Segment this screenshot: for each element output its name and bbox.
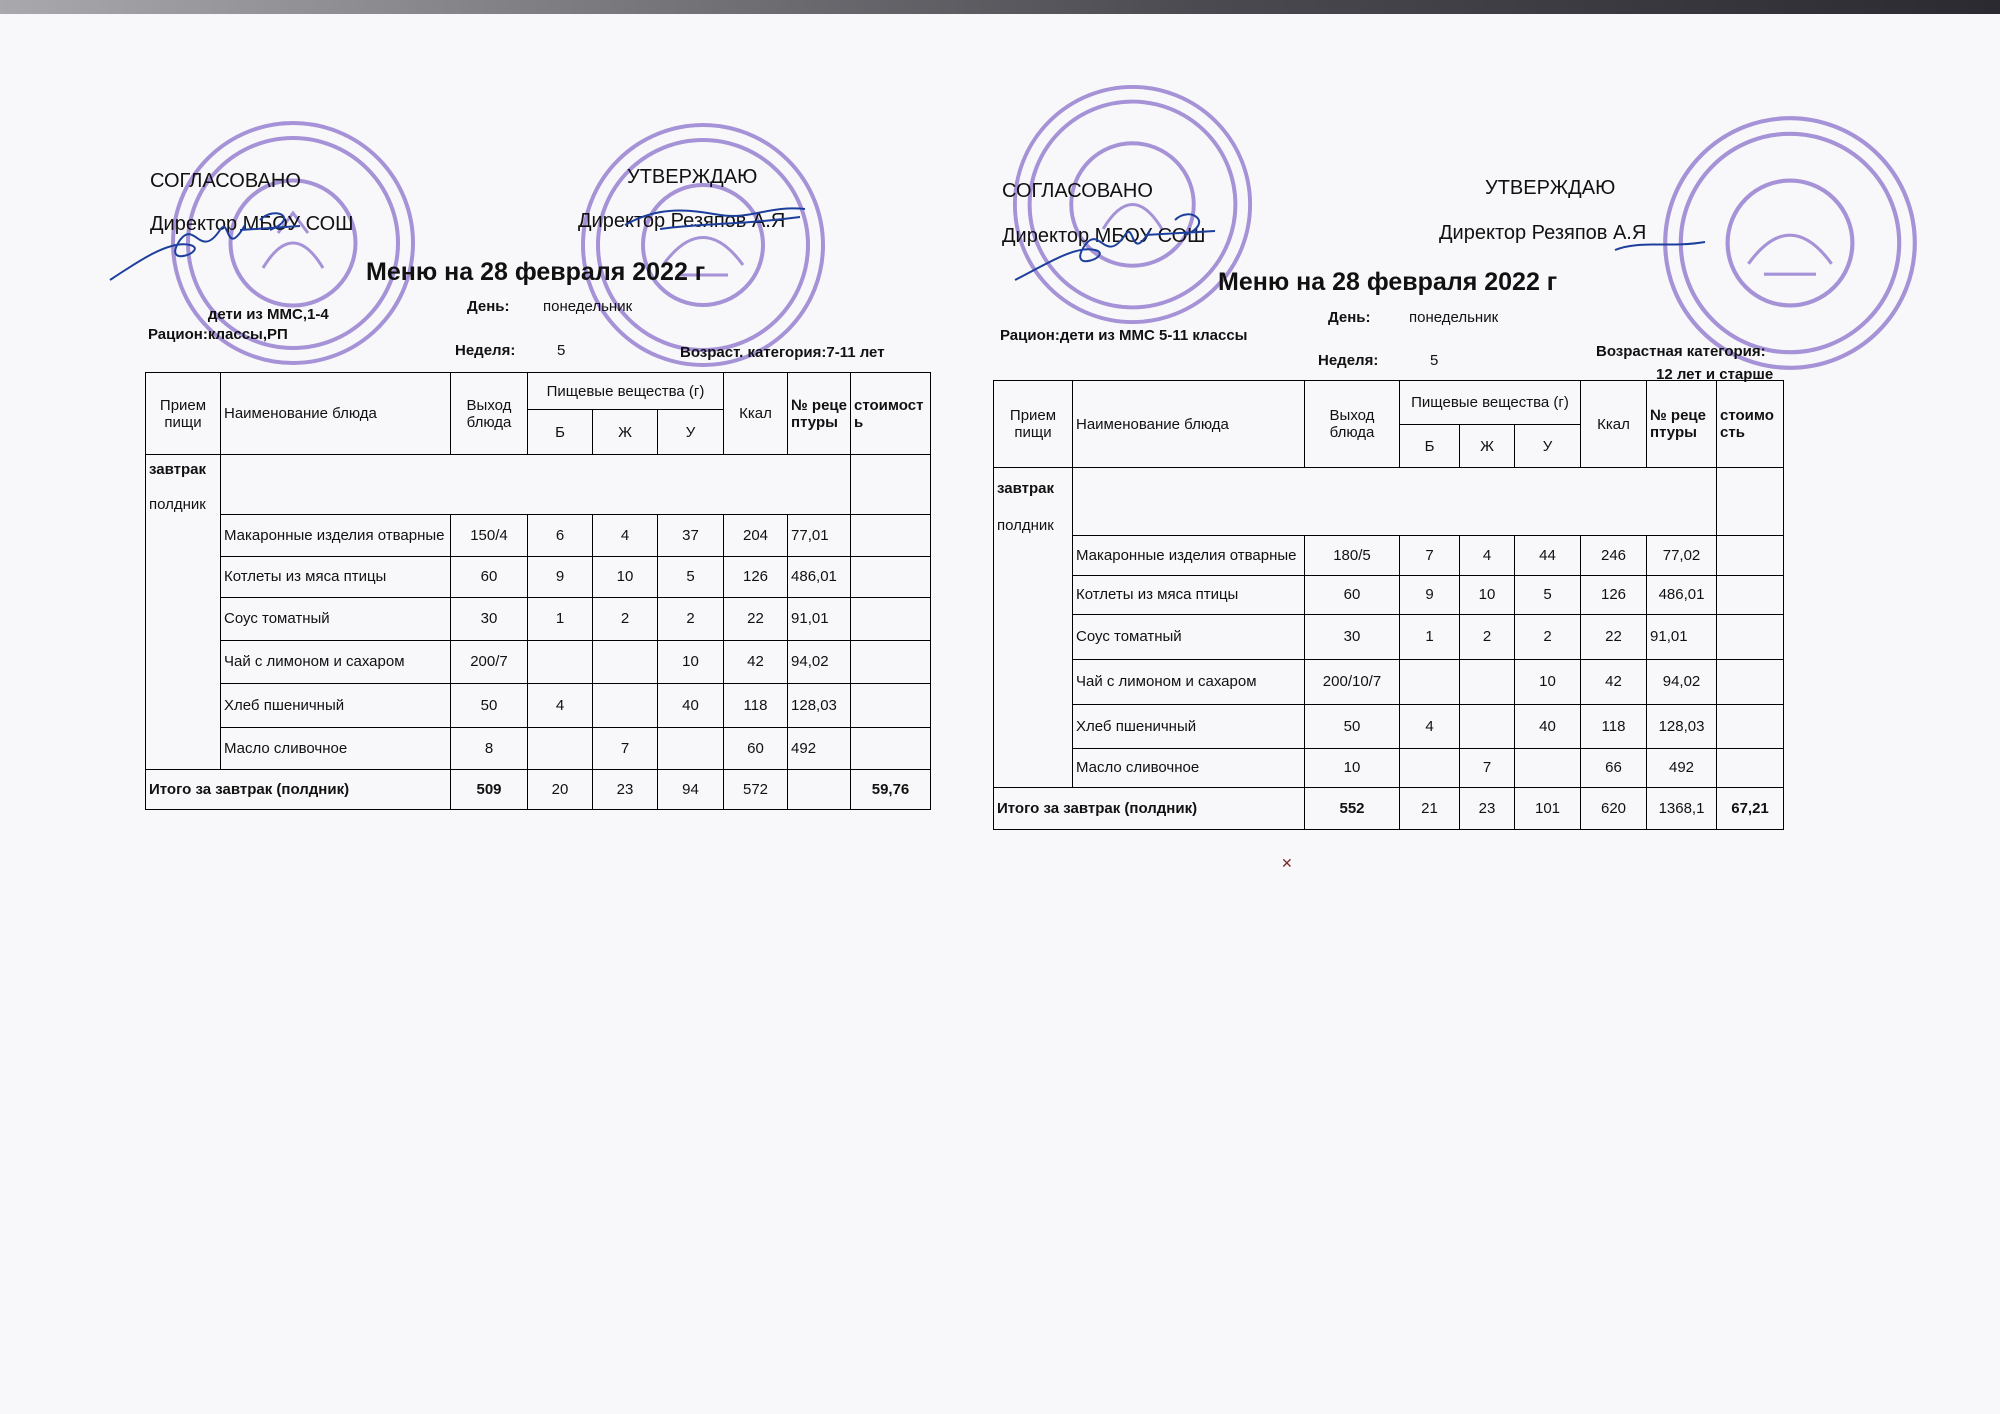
header-carbs: У	[1515, 425, 1581, 468]
table-row	[994, 614, 1784, 659]
header-fat: Ж	[593, 410, 658, 455]
total-carbs: 101	[1515, 787, 1581, 829]
header-recipe: № рецептуры	[1647, 381, 1717, 468]
dish-fat: 4	[593, 514, 658, 556]
total-kcal: 620	[1581, 787, 1647, 829]
age-value: 12 лет и старше	[1656, 366, 1774, 383]
menu-table	[993, 380, 1784, 830]
header-kcal: Ккал	[1581, 381, 1647, 468]
dish-yield: 50	[1305, 704, 1400, 748]
header-meal: Прием пищи	[994, 381, 1073, 468]
dish-carbs	[1515, 748, 1581, 787]
meal-cell-continued	[994, 659, 1073, 704]
dish-kcal: 118	[1581, 704, 1647, 748]
dish-protein	[528, 727, 593, 769]
dish-carbs: 5	[1515, 575, 1581, 614]
day-value: понедельник	[543, 298, 633, 315]
total-recipe	[788, 769, 851, 809]
meal-cell	[994, 468, 1073, 536]
dish-yield: 8	[451, 727, 528, 769]
total-label: Итого за завтрак (полдник)	[994, 787, 1305, 829]
dish-yield: 200/7	[451, 640, 528, 683]
dish-yield: 10	[1305, 748, 1400, 787]
meal-cell-continued	[146, 683, 221, 727]
total-fat: 23	[593, 769, 658, 809]
header-protein: Б	[528, 410, 593, 455]
day-label: День:	[1328, 309, 1371, 326]
header-kcal: Ккал	[724, 373, 788, 455]
total-carbs: 94	[658, 769, 724, 809]
meal-cell-continued	[994, 535, 1073, 575]
total-row	[994, 787, 1784, 829]
dish-recipe: 77,02	[1647, 535, 1717, 575]
dish-carbs: 10	[658, 640, 724, 683]
table-row	[146, 683, 931, 727]
dish-recipe: 486,01	[1647, 575, 1717, 614]
dish-carbs: 2	[1515, 614, 1581, 659]
dish-kcal: 60	[724, 727, 788, 769]
total-row	[146, 769, 931, 809]
dish-yield: 60	[1305, 575, 1400, 614]
dish-yield: 200/10/7	[1305, 659, 1400, 704]
header-cost: стоимость	[851, 373, 931, 455]
week-label: Неделя:	[455, 342, 516, 359]
dish-name: Чай с лимоном и сахаром	[1073, 659, 1305, 704]
dish-recipe: 94,02	[1647, 659, 1717, 704]
dish-kcal: 42	[1581, 659, 1647, 704]
dish-kcal: 66	[1581, 748, 1647, 787]
dish-recipe: 128,03	[1647, 704, 1717, 748]
header-dish-name: Наименование блюда	[1073, 381, 1305, 468]
week-value: 5	[1430, 352, 1439, 369]
ration-value: дети из ММС 5-11 классы	[1059, 327, 1248, 344]
dish-kcal: 204	[724, 514, 788, 556]
header-carbs: У	[658, 410, 724, 455]
menu-table	[145, 372, 931, 810]
agreed-by: Директор МБОУ СОШ	[1002, 225, 1206, 247]
dish-protein: 4	[528, 683, 593, 727]
dish-fat: 2	[593, 597, 658, 640]
approve-heading: УТВЕРЖДАЮ	[1485, 177, 1616, 199]
dish-recipe: 128,03	[788, 683, 851, 727]
dish-fat: 10	[1460, 575, 1515, 614]
week-label: Неделя:	[1318, 352, 1379, 369]
dish-carbs	[658, 727, 724, 769]
dish-name: Котлеты из мяса птицы	[1073, 575, 1305, 614]
table-row	[146, 556, 931, 597]
day-value: понедельник	[1409, 309, 1499, 326]
dish-carbs: 2	[658, 597, 724, 640]
dish-recipe: 486,01	[788, 556, 851, 597]
dish-carbs: 40	[658, 683, 724, 727]
header-nutrients: Пищевые вещества (г)	[528, 373, 724, 410]
dish-protein: 1	[528, 597, 593, 640]
dish-carbs: 44	[1515, 535, 1581, 575]
director-seal-stamp	[1660, 113, 1920, 373]
dish-cost	[851, 514, 931, 556]
dish-carbs: 40	[1515, 704, 1581, 748]
dish-carbs: 5	[658, 556, 724, 597]
dish-kcal: 22	[1581, 614, 1647, 659]
header-cost: стоимость	[1717, 381, 1784, 468]
dish-kcal: 22	[724, 597, 788, 640]
dish-recipe: 492	[1647, 748, 1717, 787]
dish-cost	[1717, 748, 1784, 787]
ration-label-text: Рацион:	[1000, 327, 1060, 344]
dish-fat: 7	[593, 727, 658, 769]
meal-cell	[146, 455, 221, 515]
ration-value: дети из ММС,1-4 классы,РП	[207, 306, 329, 343]
header-yield: Выход блюда	[451, 373, 528, 455]
dish-name: Масло сливочное	[1073, 748, 1305, 787]
header-meal: Прием пищи	[146, 373, 221, 455]
total-cost: 67,21	[1717, 787, 1784, 829]
dish-cost	[1717, 659, 1784, 704]
dish-yield: 30	[1305, 614, 1400, 659]
dish-fat: 2	[1460, 614, 1515, 659]
age-category	[680, 344, 885, 361]
total-cost: 59,76	[851, 769, 931, 809]
dish-fat	[593, 683, 658, 727]
dish-protein	[1400, 748, 1460, 787]
total-kcal: 572	[724, 769, 788, 809]
header-protein: Б	[1400, 425, 1460, 468]
table-row	[994, 659, 1784, 704]
dish-yield: 50	[451, 683, 528, 727]
total-yield: 552	[1305, 787, 1400, 829]
dish-yield: 150/4	[451, 514, 528, 556]
meal-spacer-cost	[851, 455, 931, 515]
dish-name: Соус томатный	[1073, 614, 1305, 659]
ration-label	[148, 305, 398, 345]
age-value: 7-11 лет	[826, 344, 885, 361]
dish-protein: 9	[528, 556, 593, 597]
header-fat: Ж	[1460, 425, 1515, 468]
table-row	[146, 514, 931, 556]
table-row	[146, 727, 931, 769]
meal-cell-continued	[994, 748, 1073, 787]
dish-fat: 10	[593, 556, 658, 597]
meal-cell-continued	[146, 727, 221, 769]
dish-name: Макаронные изделия отварные	[221, 514, 451, 556]
dish-kcal: 42	[724, 640, 788, 683]
dish-kcal: 118	[724, 683, 788, 727]
agreed-heading: СОГЛАСОВАНО	[1002, 180, 1153, 202]
stray-ink-mark: ✕	[1281, 855, 1293, 871]
dish-name: Чай с лимоном и сахаром	[221, 640, 451, 683]
meal-cell-continued	[994, 704, 1073, 748]
dish-cost	[851, 727, 931, 769]
dish-yield: 30	[451, 597, 528, 640]
dish-cost	[1717, 535, 1784, 575]
week-value: 5	[557, 342, 566, 359]
menu-title: Меню на 28 февраля 2022 г	[366, 258, 706, 286]
table-row	[994, 704, 1784, 748]
ration-label-text: Рацион:	[148, 326, 208, 343]
dish-name: Макаронные изделия отварные	[1073, 535, 1305, 575]
header-recipe: № рецептуры	[788, 373, 851, 455]
header-nutrients: Пищевые вещества (г)	[1400, 381, 1581, 425]
dish-fat	[593, 640, 658, 683]
menu-sheet-left	[0, 0, 924, 850]
dish-protein: 1	[1400, 614, 1460, 659]
meal-snack: полдник	[997, 517, 1054, 534]
approve-by: Директор Резяпов А.Я	[1439, 222, 1647, 244]
dish-fat	[1460, 704, 1515, 748]
dish-name: Соус томатный	[221, 597, 451, 640]
age-label: Возраст. категория:	[680, 344, 827, 361]
dish-name: Хлеб пшеничный	[1073, 704, 1305, 748]
age-label: Возрастная категория:	[1596, 343, 1766, 360]
dish-recipe: 492	[788, 727, 851, 769]
total-recipe: 1368,1	[1647, 787, 1717, 829]
meal-spacer-cost	[1717, 468, 1784, 536]
dish-carbs: 37	[658, 514, 724, 556]
total-protein: 21	[1400, 787, 1460, 829]
table-row	[994, 748, 1784, 787]
dish-yield: 180/5	[1305, 535, 1400, 575]
agreed-signature	[1005, 205, 1235, 295]
meal-breakfast: завтрак	[997, 480, 1054, 497]
meal-spacer	[1073, 468, 1717, 536]
meal-breakfast: завтрак	[149, 461, 206, 478]
total-protein: 20	[528, 769, 593, 809]
meal-cell-continued	[146, 640, 221, 683]
meal-cell-continued	[146, 556, 221, 597]
header-yield: Выход блюда	[1305, 381, 1400, 468]
dish-cost	[851, 556, 931, 597]
dish-cost	[851, 597, 931, 640]
dish-cost	[1717, 614, 1784, 659]
table-row	[146, 597, 931, 640]
dish-recipe: 77,01	[788, 514, 851, 556]
dish-recipe: 94,02	[788, 640, 851, 683]
header-dish-name: Наименование блюда	[221, 373, 451, 455]
meal-snack: полдник	[149, 496, 206, 513]
dish-name: Масло сливочное	[221, 727, 451, 769]
dish-protein: 7	[1400, 535, 1460, 575]
dish-cost	[1717, 575, 1784, 614]
dish-fat	[1460, 659, 1515, 704]
table-row	[994, 535, 1784, 575]
dish-kcal: 126	[1581, 575, 1647, 614]
director-seal-stamp	[578, 120, 828, 370]
dish-cost	[1717, 704, 1784, 748]
dish-protein	[528, 640, 593, 683]
dish-yield: 60	[451, 556, 528, 597]
day-label: День:	[467, 298, 510, 315]
dish-name: Котлеты из мяса птицы	[221, 556, 451, 597]
agreed-by: Директор МБОУ СОШ	[150, 213, 354, 235]
meal-cell-continued	[146, 514, 221, 556]
dish-protein: 9	[1400, 575, 1460, 614]
dish-name: Хлеб пшеничный	[221, 683, 451, 727]
ration-label	[1000, 327, 1247, 344]
dish-cost	[851, 640, 931, 683]
menu-title: Меню на 28 февраля 2022 г	[1218, 268, 1558, 296]
total-fat: 23	[1460, 787, 1515, 829]
dish-fat: 7	[1460, 748, 1515, 787]
dish-protein: 6	[528, 514, 593, 556]
total-label: Итого за завтрак (полдник)	[146, 769, 451, 809]
dish-recipe: 91,01	[1647, 614, 1717, 659]
meal-spacer	[221, 455, 851, 515]
meal-cell-continued	[146, 597, 221, 640]
total-yield: 509	[451, 769, 528, 809]
dish-cost	[851, 683, 931, 727]
meal-cell-continued	[994, 614, 1073, 659]
approve-heading: УТВЕРЖДАЮ	[627, 166, 758, 188]
menu-sheet-right	[960, 0, 2000, 850]
dish-fat: 4	[1460, 535, 1515, 575]
table-row	[994, 575, 1784, 614]
dish-kcal: 126	[724, 556, 788, 597]
agreed-heading: СОГЛАСОВАНО	[150, 170, 301, 192]
table-row	[146, 640, 931, 683]
dish-protein: 4	[1400, 704, 1460, 748]
approve-by: Директор Резяпов А.Я	[578, 210, 786, 232]
dish-carbs: 10	[1515, 659, 1581, 704]
dish-recipe: 91,01	[788, 597, 851, 640]
dish-protein	[1400, 659, 1460, 704]
dish-kcal: 246	[1581, 535, 1647, 575]
meal-cell-continued	[994, 575, 1073, 614]
